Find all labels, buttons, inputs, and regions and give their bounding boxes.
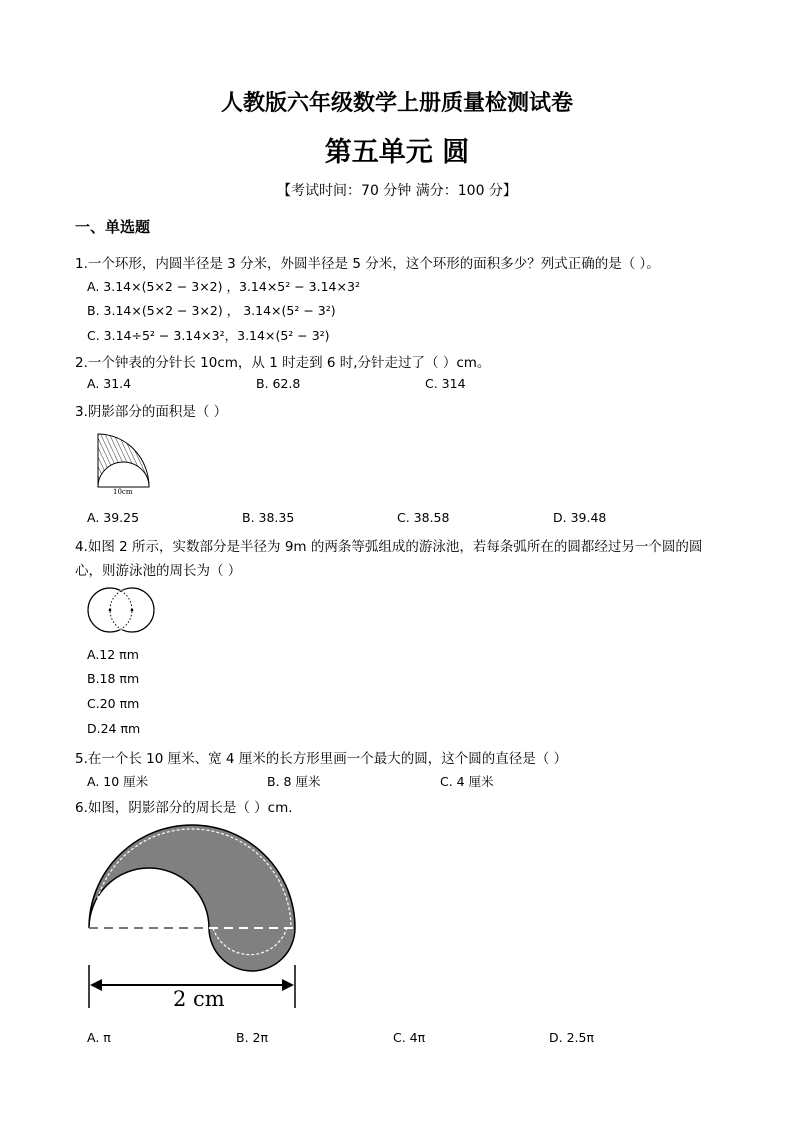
question-3-stem: 3.阴影部分的面积是（ ） bbox=[75, 404, 228, 420]
question-1-option-a: A. 3.14×(5×2 − 3×2) ，3.14×5² − 3.14×3² bbox=[87, 279, 360, 294]
question-2-option-b: B. 62.8 bbox=[256, 376, 301, 391]
question-3-option-c: C. 38.58 bbox=[397, 510, 450, 525]
question-4-option-b: B.18 πm bbox=[87, 671, 140, 686]
question-2-option-c: C. 314 bbox=[425, 376, 466, 391]
question-6-option-c: C. 4π bbox=[393, 1030, 426, 1045]
question-5-stem: 5.在一个长 10 厘米、宽 4 厘米的长方形里画一个最大的圆，这个圆的直径是（ ） bbox=[75, 751, 568, 767]
question-6-option-d: D. 2.5π bbox=[549, 1030, 594, 1045]
question-6-option-a: A. π bbox=[87, 1030, 111, 1045]
paper-title: 人教版六年级数学上册质量检测试卷 bbox=[220, 91, 573, 116]
question-3-figure-label: 10cm bbox=[113, 488, 133, 496]
question-3-option-b: B. 38.35 bbox=[242, 510, 295, 525]
question-4-option-c: C.20 πm bbox=[87, 696, 140, 711]
question-1-stem: 1.一个环形，内圆半径是 3 分米，外圆半径是 5 分米，这个环形的面积多少？列式正确的是（ ）。 bbox=[75, 256, 660, 272]
question-5-option-b: B. 8 厘米 bbox=[267, 774, 321, 789]
question-2-stem: 2.一个钟表的分针长 10cm，从 1 时走到 6 时,分针走过了（ ）cm。 bbox=[75, 355, 491, 371]
question-1-option-b: B. 3.14×(5×2 − 3×2) ， 3.14×(5² − 3²) bbox=[87, 303, 336, 318]
question-4-figure bbox=[86, 586, 176, 638]
question-3-option-a: A. 39.25 bbox=[87, 510, 140, 525]
question-2-option-a: A. 31.4 bbox=[87, 376, 132, 391]
question-6-option-b: B. 2π bbox=[236, 1030, 269, 1045]
unit-title: 第五单元 圆 bbox=[324, 137, 470, 168]
question-4-option-d: D.24 πm bbox=[87, 721, 141, 736]
section-heading: 一、单选题 bbox=[75, 218, 151, 236]
question-4-option-a: A.12 πm bbox=[87, 647, 139, 662]
question-6-stem: 6.如图，阴影部分的周长是（ ）cm. bbox=[75, 800, 293, 816]
question-1-option-c: C. 3.14÷5² − 3.14×3²，3.14×(5² − 3²) bbox=[87, 328, 330, 343]
question-5-option-a: A. 10 厘米 bbox=[87, 774, 149, 789]
question-6-figure-label: 2 cm bbox=[173, 987, 225, 1011]
exam-meta: 【考试时间：70 分钟 满分：100 分】 bbox=[277, 183, 517, 199]
question-3-option-d: D. 39.48 bbox=[553, 510, 607, 525]
question-4-stem-line-1: 4.如图 2 所示，实数部分是半径为 9m 的两条等弧组成的游泳池，若每条弧所在的圆都经过另一个圆的圆 bbox=[75, 539, 703, 555]
question-5-option-c: C. 4 厘米 bbox=[440, 774, 494, 789]
question-4-stem-line-2: 心，则游泳池的周长为（ ） bbox=[75, 563, 242, 579]
